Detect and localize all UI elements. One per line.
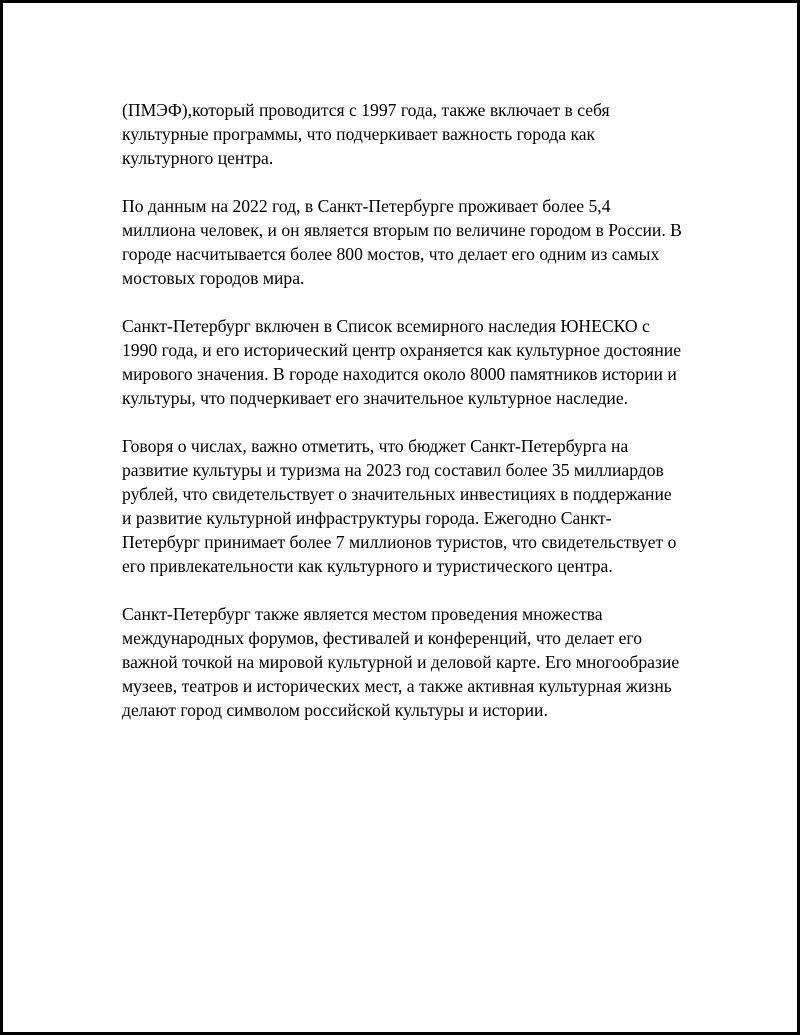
paragraph-4: Говоря о числах, важно отметить, что бюджет Санкт-Петербурга на развитие культуры и туризма на 2023 год составил более 35 миллиардов рублей, что свидетельствует о значительных инвестициях в поддержание и развитие культурной инфраструктуры города. Ежегодно Санкт-Петербург принимает более 7 миллионов туристов, что свидетельствует о его привлекательности как культурного и туристического центра. (122, 436, 677, 576)
paragraph-1: (ПМЭФ),который проводится с 1997 года, также включает в себя культурные программы, что подчеркивает важность города как культурного центра. (122, 100, 610, 168)
document-body (122, 98, 682, 722)
paragraph-2: По данным на 2022 год, в Санкт-Петербурге проживает более 5,4 миллиона человек, и он является вторым по величине городом в России. В городе насчитывается более 800 мостов, что делает его одним из самых мостовых городов мира. (122, 196, 682, 288)
paragraph-3: Санкт-Петербург включен в Список всемирного наследия ЮНЕСКО с 1990 года, и его исторический центр охраняется как культурное достояние мирового значения. В городе находится около 8000 памятников истории и культуры, что подчеркивает его значительное культурное наследие. (122, 316, 682, 408)
paragraph-5: Санкт-Петербург также является местом проведения множества международных форумов, фестивалей и конференций, что делает его важной точкой на мировой культурной и деловой карте. Его многообразие музеев, театров и исторических мест, а также активная культурная жизнь делают город символом российской культуры и истории. (122, 604, 680, 720)
